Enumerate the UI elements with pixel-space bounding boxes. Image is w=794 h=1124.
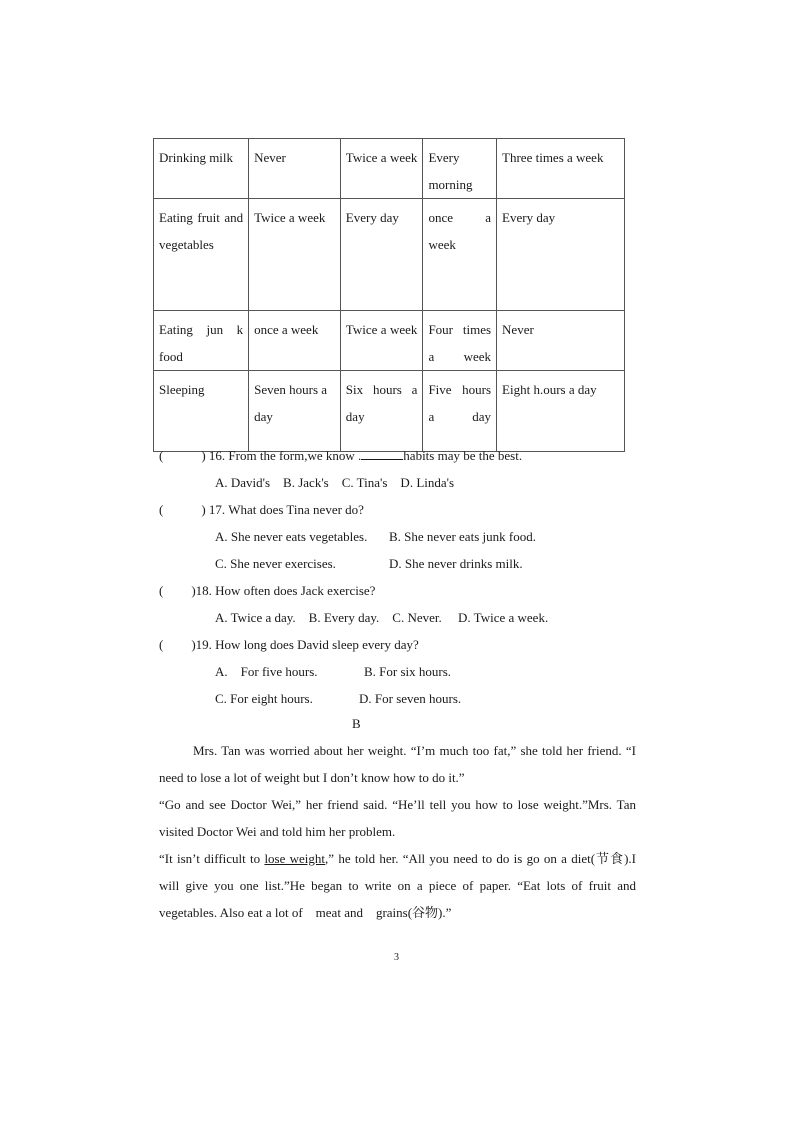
table-cell: Three times a week	[497, 139, 625, 199]
table-cell: Twice a week	[249, 199, 341, 311]
table-cell: Never	[249, 139, 341, 199]
answer-paren: (	[159, 637, 164, 652]
question-18-stem: )18. How often does Jack exercise?	[191, 583, 376, 598]
table-cell: Five hours a day	[423, 371, 497, 452]
question-16-stem-b: habits may be the best.	[403, 448, 523, 463]
question-16	[159, 448, 522, 464]
table-cell: Twice a week	[340, 139, 423, 199]
question-16-options: A. David's B. Jack's C. Tina's D. Linda's	[215, 475, 455, 490]
page-number: 3	[394, 952, 399, 963]
table-cell: Eating jun k food	[154, 311, 249, 371]
table-cell: once a week	[249, 311, 341, 371]
table-cell: Four times a week	[423, 311, 497, 371]
question-17-option-a: A. She never eats vegetables.	[215, 529, 368, 544]
answer-blank	[361, 448, 403, 460]
underlined-phrase: lose weight	[264, 851, 326, 866]
table-cell: Every day	[497, 199, 625, 311]
answer-paren: (	[159, 448, 164, 463]
table-row	[154, 199, 625, 311]
table-cell: Seven hours a day	[249, 371, 341, 452]
question-19-option-a: A. For five hours.	[215, 664, 318, 679]
table-cell: Six hours a day	[340, 371, 423, 452]
table-row	[154, 311, 625, 371]
question-17-stem: ) 17. What does Tina never do?	[201, 502, 364, 517]
paragraph-1: Mrs. Tan was worried about her weight. “I’m much too fat,” she told her friend. “I need to lose a lot of weight but I don’t know how to do it.”	[159, 743, 636, 785]
table-cell: Eight h.ours a day	[497, 371, 625, 452]
table-row	[154, 139, 625, 199]
paragraph-3	[159, 845, 640, 926]
question-17-option-d: D. She never drinks milk.	[389, 556, 523, 571]
answer-paren: (	[159, 583, 164, 598]
question-18-options: A. Twice a day. B. Every day. C. Never. D. Twice a week.	[215, 610, 549, 625]
section-heading: B	[352, 716, 361, 731]
question-17-option-c: C. She never exercises.	[215, 556, 336, 571]
question-19-option-d: D. For seven hours.	[359, 691, 462, 706]
question-17-option-b: B. She never eats junk food.	[389, 529, 536, 544]
table-cell: Never	[497, 311, 625, 371]
question-19-stem: )19. How long does David sleep every day?	[191, 637, 419, 652]
answer-paren: (	[159, 502, 164, 517]
paragraph-3-rest: ,” he told her. “All you need to do is go on a diet(节食).I will give you one list.”He began to write on a piece of paper. “Eat lots of fruit and vegetables. Also eat a lot of meat and grains(谷物).”	[159, 851, 640, 920]
table-cell: Sleeping	[154, 371, 249, 452]
table-cell: once a week	[423, 199, 497, 311]
question-16-stem-a: ) 16. From the form,we know .	[201, 448, 362, 463]
question-19-option-b: B. For six hours.	[364, 664, 452, 679]
table-cell: Twice a week	[340, 311, 423, 371]
paragraph-3-start: “It isn’t difficult to	[159, 851, 265, 866]
table-row	[154, 371, 625, 452]
question-19-option-c: C. For eight hours.	[215, 691, 313, 706]
habits-table	[153, 138, 625, 452]
table-cell: Every morning	[423, 139, 497, 199]
table-cell: Drinking milk	[154, 139, 249, 199]
table-cell: Eating fruit and vegetables	[154, 199, 249, 311]
table-cell: Every day	[340, 199, 423, 311]
question-18	[159, 583, 375, 599]
paragraph-2: “Go and see Doctor Wei,” her friend said. “He’ll tell you how to lose weight.”Mrs. Tan visited Doctor Wei and told him her problem.	[159, 797, 636, 839]
question-19	[159, 637, 419, 653]
question-17	[159, 502, 364, 518]
